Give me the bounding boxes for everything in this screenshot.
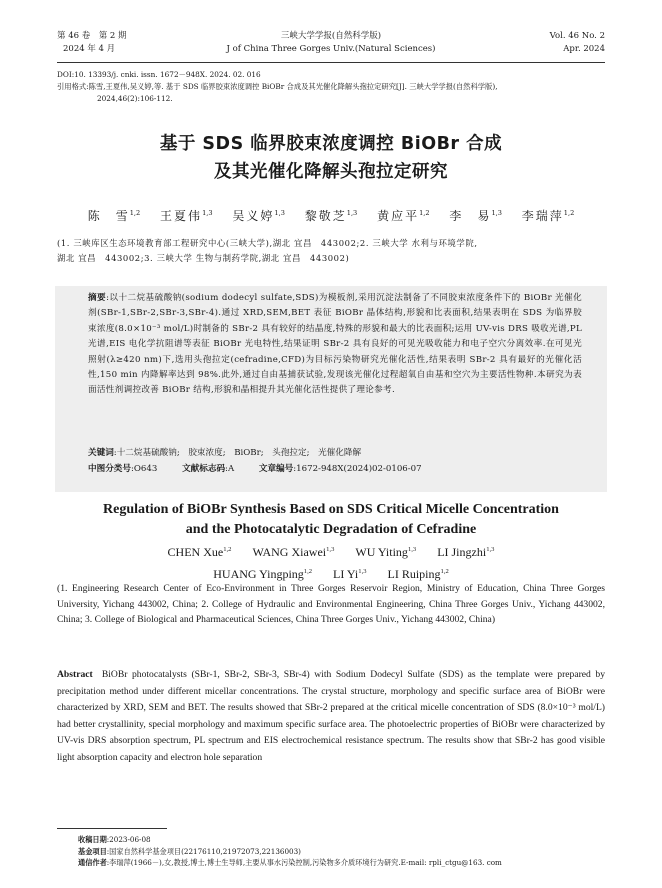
chinese-title: 基于 SDS 临界胶束浓度调控 BiOBr 合成 及其光催化降解头孢拉定研究 xyxy=(159,134,503,182)
author: 王夏伟$^{1,3}$ xyxy=(160,209,213,223)
english-affiliations: (1. Engineering Research Center of Eco-Environment in Three Gorges Reservoir Region, Ministry of Education, China Three Gorges University, Yichang 443002, China; 2. College of Hydraulic and Environmental Engineering, China Three Gorges Univ., Yichang 443002, China; 3. College of Biological and Pharmaceutical Sciences, China Three Gorges Univ., Yichang 443002, China) xyxy=(57,583,605,625)
header-volume: 第 46 卷 第 2 期 2024 年 4 月 xyxy=(57,31,127,54)
author: 黎敬芝$^{1,3}$ xyxy=(304,209,358,223)
footnotes xyxy=(78,834,605,869)
chinese-keywords: 关键词:十二烷基硫酸钠; 胶束浓度; BiOBr; 头孢拉定; 光催化降解 xyxy=(88,448,362,458)
english-authors-line xyxy=(40,540,622,562)
header-issue: Vol. 46 No. 2 Apr. 2024 xyxy=(549,31,605,54)
author: 李 易$^{1,3}$ xyxy=(449,209,502,223)
chinese-authors xyxy=(40,207,622,224)
author: 吴义婷$^{1,3}$ xyxy=(232,209,285,223)
header-journal: 三峡大学学报(自然科学版) J of China Three Gorges Univ.(Natural Sciences) xyxy=(226,31,436,54)
author: LI Yi$^{1,3}$ xyxy=(333,567,367,581)
document-code: 文献标志码:A xyxy=(182,464,235,474)
citation-line: 2024,46(2):106-112. xyxy=(97,94,173,103)
received-date: 收稿日期:2023-06-08 xyxy=(78,835,151,844)
author: 陈 雪$^{1,2}$ xyxy=(87,209,141,223)
author: WANG Xiawei$^{1,3}$ xyxy=(252,545,335,559)
funding: 基金项目:国家自然科学基金项目(22176110,21972073,22136003) xyxy=(78,846,301,856)
classification-line xyxy=(88,462,602,477)
article-number: 文章编号:1672-948X(2024)02-0106-07 xyxy=(258,464,422,474)
author: 黄应平$^{1,2}$ xyxy=(377,209,430,223)
author: LI Jingzhi$^{1,3}$ xyxy=(437,545,495,559)
author: 李瑞萍$^{1,2}$ xyxy=(521,209,575,223)
running-header xyxy=(57,30,605,60)
clc-number: 中图分类号:O643 xyxy=(88,464,158,474)
author: LI Ruiping$^{1,2}$ xyxy=(387,567,449,581)
citation-block xyxy=(57,69,605,105)
english-authors xyxy=(40,540,622,584)
header-rule xyxy=(57,62,605,63)
footnote-rule xyxy=(57,828,167,829)
corresponding-author: 通信作者:李瑞萍(1966－),女,教授,博士,博士生导师,主要从事水污染控制,污染物多介质环境行为研究.E-mail: rpli_ctgu@163. com xyxy=(78,858,502,867)
english-title: Regulation of BiOBr Synthesis Based on SDS Critical Micelle Concentration and the Photocatalytic Degradation of Cefradine xyxy=(103,502,559,537)
english-abstract: Abstract BiOBr photocatalysts (SBr-1, SBr-2, SBr-3, SBr-4) with Sodium Dodecyl Sulfate (SDS) as the template were prepared by precipitation method under different micellar concentrations. The crystal structure, morphology and specific surface area of BiOBr were characterized by XRD, SEM and BET. The results showed that SBr-2 prepared at the critical micelle concentration of SDS (8.0×10⁻³ mol/L) had better crystallinity, special morphology and maximum specific surface area. The photoelectric properties of BiOBr were characterized by UV-vis DRS absorption spectrum, PL spectrum and EIS electrochemical resistance spectrum. The results show that SBr-2 has good visible light absorption capacity and electron hole separation xyxy=(57,669,605,763)
chinese-abstract: 摘要:以十二烷基硫酸钠(sodium dodecyl sulfate,SDS)为模板剂,采用沉淀法制备了不同胶束浓度条件下的 BiOBr 光催化剂(SBr-1,SBr-2,SBr-3,SBr-4).通过 XRD,SEM,BET 表征 BiOBr 晶体结构,形貌和比表面积,结果表明在 SDS 为临界胶束浓度(8.0×10⁻³ mol/L)时制备的 SBr-2 具有较好的结晶度,特殊的形貌和最大的比表面积;运用 UV-vis DRS 吸收光谱,PL 光谱,EIS 电化学抗阻谱等表征 BiOBr 光电特性,结果证明 SBr-2 具有良好的可见光吸收能力和电子空穴分离效率.在可见光照射(λ≥420 nm)下,选用头孢拉定(cefradine,CFD)为目标污染物研究光催化活性,结果表明 SBr-2 具有最好的光催化活性,150 min 内降解率达到 98%.此外,通过自由基捕获试验,发现该光催化过程超氧自由基和空穴为主要活性物种.本研究为表面活性剂调控改善 BiOBr 结构,形貌和晶相提升其光催化活性提供了理论参考. xyxy=(88,293,583,396)
doi[interactable]: DOI:10. 13393/j. cnki. issn. 1672－948X. 2024. 02. 016 xyxy=(57,70,261,79)
author: HUANG Yingping$^{1,2}$ xyxy=(213,567,313,581)
citation-line: 引用格式:陈雪,王夏伟,吴义婷,等. 基于 SDS 临界胶束浓度调控 BiOBr 合成及其光催化降解头孢拉定研究[J]. 三峡大学学报(自然科学版), xyxy=(57,82,498,91)
author: WU Yiting$^{1,3}$ xyxy=(355,545,417,559)
chinese-affiliations: (1. 三峡库区生态环境教育部工程研究中心(三峡大学),湖北 宜昌 443002;2. 三峡大学 水利与环境学院, 湖北 宜昌 443002;3. 三峡大学 生物与制药学院,湖北 宜昌 443002) xyxy=(57,238,478,263)
author: CHEN Xue$^{1,2}$ xyxy=(167,545,232,559)
